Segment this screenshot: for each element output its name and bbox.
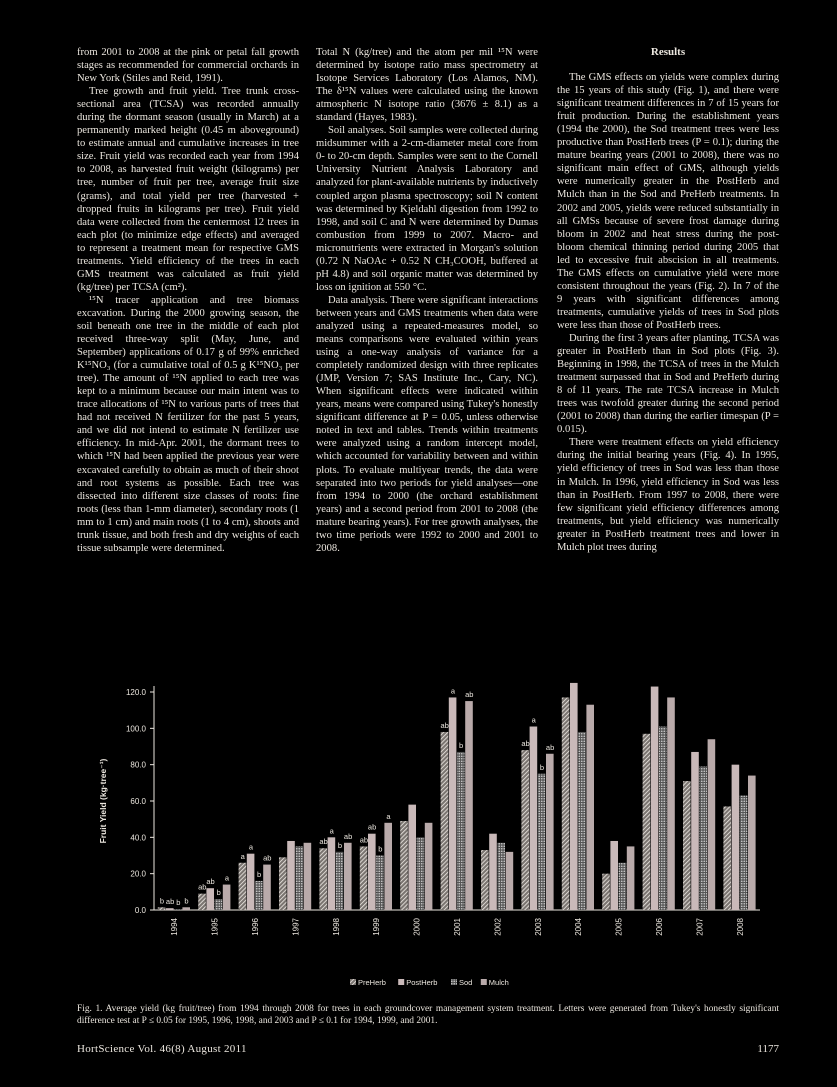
- bar-sod: [619, 863, 627, 910]
- bar-sod: [538, 774, 546, 910]
- legend-label-sod: Sod: [459, 978, 473, 987]
- journal-info: HortScience Vol. 46(8) August 2011: [77, 1043, 247, 1055]
- text-column-3: [557, 46, 779, 554]
- paragraph: from 2001 to 2008 at the pink or petal fall growth stages as recommended for commercial orchards in New York (Stiles and Reid, 1991).: [77, 47, 299, 85]
- significance-letter: a: [240, 851, 245, 861]
- figure-1-chart: [88, 680, 778, 998]
- paragraph: During the first 3 years after planting, TCSA was greater in PostHerb than in Sod plots (Fig. 3). Beginning in 1998, the TCSA of trees in the Mulch treatment surpassed that in Sod and PreHerb during 8 of 11 years. The rate TCSA increase in Mulch trees was twofold greater during the second period (2001 to 2008) than during the earlier timespan (P = 0.015).: [557, 332, 779, 436]
- significance-letter: ab: [343, 831, 353, 841]
- x-tick-label: 1999: [372, 918, 382, 936]
- text-column-2: [316, 46, 538, 555]
- y-tick-label: 20.0: [130, 869, 146, 879]
- bar-preherb: [602, 874, 610, 910]
- legend-swatch-preherb: [350, 979, 356, 985]
- significance-letter: ab: [521, 739, 530, 749]
- bar-mulch: [465, 701, 473, 910]
- bar-sod: [699, 766, 707, 910]
- bar-postherb: [651, 687, 659, 910]
- bar-preherb: [521, 750, 529, 910]
- bar-preherb: [400, 821, 408, 910]
- bar-chart: [88, 680, 778, 998]
- legend-label-postherb: PostHerb: [406, 978, 438, 987]
- bar-mulch: [263, 865, 271, 910]
- y-tick-label: 100.0: [125, 724, 146, 734]
- y-tick-label: 40.0: [130, 833, 146, 843]
- y-tick-label: 80.0: [130, 760, 146, 770]
- significance-letter: b: [257, 869, 262, 879]
- text-column-1: [77, 46, 299, 555]
- bar-postherb: [691, 752, 699, 910]
- bar-mulch: [304, 843, 312, 910]
- bar-postherb: [610, 841, 618, 910]
- significance-letter: b: [337, 840, 342, 850]
- significance-letter: b: [159, 896, 164, 906]
- bar-postherb: [206, 888, 214, 910]
- x-tick-label: 2007: [695, 918, 705, 936]
- bar-sod: [376, 856, 384, 911]
- bar-sod: [255, 881, 263, 910]
- significance-letter: ab: [319, 837, 328, 847]
- legend-label-preherb: PreHerb: [358, 978, 386, 987]
- bar-postherb: [408, 805, 416, 910]
- legend-swatch-postherb: [398, 979, 404, 985]
- figure-caption: Fig. 1. Average yield (kg fruit/tree) from 1994 through 2008 for trees in each groundcover management system treatment. Letters were generated from Tukey's honestly significant difference test at P ≤ 0.05 for 1995, 1996, 1998, and 2003 and P ≤ 0.1 for 1994, 1999, and 2001.: [77, 1004, 779, 1026]
- bar-preherb: [158, 907, 166, 910]
- x-tick-label: 2000: [412, 918, 422, 936]
- bar-mulch: [182, 907, 190, 910]
- significance-letter: ab: [263, 853, 272, 863]
- significance-letter: ab: [165, 897, 175, 907]
- significance-letter: a: [329, 826, 334, 836]
- paragraph: Tree growth and fruit yield. Tree trunk cross-sectional area (TCSA) was recorded annually during the dormant season (usually in March) at a permanently marked height (0.45 m aboveground) to estimate annual and cumulative increases in tree size. Fruit yield was recorded each year from 1994 to 2008, as harvested fruit weight (kilograms) per tree, number of fruit per tree, average fruit size (grams), and total yield per tree (harvested + dropped fruits in kilograms per tree). Fruit yield data were collected from the centermost 12 trees in each plot (to minimize edge effects) and averaged to represent a treatment mean for respective GMS treatments. Yield efficiency of the trees in each GMS treatment was calculated as fruit yield (kg/tree) per TCSA (cm²).: [77, 86, 299, 293]
- bar-mulch: [344, 843, 352, 910]
- bar-postherb: [570, 683, 578, 910]
- significance-letter: ab: [465, 690, 474, 700]
- significance-letter: b: [378, 844, 383, 854]
- bar-postherb: [287, 841, 295, 910]
- y-tick-label: 120.0: [125, 688, 146, 697]
- significance-letter: b: [176, 898, 181, 908]
- bar-sod: [659, 727, 667, 910]
- x-tick-label: 1995: [210, 918, 220, 936]
- significance-letter: a: [386, 811, 391, 821]
- x-tick-label: 1997: [291, 918, 301, 936]
- bar-mulch: [425, 823, 433, 910]
- bar-preherb: [481, 850, 489, 910]
- significance-letter: b: [184, 896, 189, 906]
- paragraph: ¹⁵N tracer application and tree biomass excavation. During the 2000 growing season, the soil beneath one tree in the middle of each plot received three-way split (May, June, and September) applications of 0.17 g of 99% enriched K¹⁵NO₃ (for a cumulative total of 0.5 g K¹⁵NO₃ per tree). The amount of ¹⁵N applied to each tree was kept to a minimum because our main intent was to trace allocations of ¹⁵N to various parts of trees that had not received N fertilizer for the past 5 years, and we did not intend to estimate N fertilizer use efficiency. In mid-Apr. 2001, the dormant trees to which ¹⁵N had been applied the previous year were excavated carefully to obtain as much of their shoot and root systems as possible. Each tree was dissected into different size classes of roots: fine roots (less than 1-mm diameter), secondary roots (1 mm to 1 cm) and main roots (1 to 4 cm), shoots and trunk tissue, and both fresh and dry weights of each tissue subsample were determined.: [77, 294, 299, 554]
- paragraph: There were treatment effects on yield efficiency during the initial bearing years (Fig. 4). In 1995, yield efficiency of trees in Sod was less than those in Mulch. In 1996, yield efficiency in Sod was less than in PostHerb. From 1997 to 2008, there were few significant yield efficiency differences among treatments, but yield efficiency was numerically greater in PostHerb treatment trees and lower in Mulch plot trees during: [557, 437, 779, 553]
- x-tick-label: 1996: [251, 918, 260, 936]
- results-heading: Results: [650, 46, 686, 58]
- bar-postherb: [166, 908, 174, 910]
- bar-postherb: [247, 854, 255, 910]
- significance-letter: ab: [367, 822, 377, 832]
- significance-letter: ab: [359, 835, 369, 845]
- significance-letter: b: [539, 762, 544, 772]
- bar-sod: [578, 732, 586, 910]
- significance-letter: b: [459, 740, 464, 750]
- significance-letter: a: [450, 686, 455, 696]
- x-tick-label: 2004: [574, 918, 584, 936]
- bar-postherb: [449, 697, 457, 910]
- bar-mulch: [708, 739, 716, 910]
- x-tick-label: 2003: [533, 918, 543, 936]
- bar-preherb: [723, 806, 731, 910]
- legend-swatch-mulch: [481, 979, 487, 985]
- y-tick-label: 0.0: [134, 906, 146, 915]
- bar-sod: [457, 752, 465, 910]
- bar-preherb: [683, 781, 691, 910]
- bar-sod: [174, 909, 182, 910]
- bar-preherb: [643, 734, 651, 910]
- bar-sod: [417, 837, 425, 910]
- bar-postherb: [328, 837, 336, 910]
- significance-letter: a: [531, 715, 536, 725]
- bar-preherb: [239, 863, 247, 910]
- bar-mulch: [748, 776, 756, 910]
- significance-letter: ab: [545, 742, 555, 752]
- paragraph: Total N (kg/tree) and the atom per mil ¹⁵N were determined by isotope ratio mass spectrometry at Isotope Services Laboratory (Los Alamos, NM). The δ¹⁵N values were calculated using the known atmospheric N isotope ratio (3676 ± 8.1) as a standard (Hayes, 1983).: [316, 47, 538, 124]
- bar-postherb: [732, 765, 740, 910]
- x-tick-label: 2005: [614, 918, 624, 936]
- x-tick-label: 2006: [655, 918, 664, 936]
- bar-sod: [336, 852, 344, 910]
- bar-mulch: [506, 852, 514, 910]
- bar-preherb: [562, 697, 570, 910]
- bar-sod: [295, 846, 303, 910]
- x-tick-label: 2001: [453, 918, 462, 936]
- page-number: 1177: [757, 1043, 779, 1055]
- significance-letter: ab: [206, 877, 215, 887]
- bar-mulch: [384, 823, 392, 910]
- bar-preherb: [441, 732, 449, 910]
- bar-preherb: [279, 857, 287, 910]
- paragraph: Soil analyses. Soil samples were collected during midsummer with a 2-cm-diameter metal core from 0- to 20-cm depth. Samples were sent to the Cornell University Nutrient Analysis Laboratory and analyzed for plant-available nutrients by inductively coupled argon plasma spectroscopy; soil N content was determined by Kjeldahl digestion from 1992 to 1998, and soil C and N were determined by Dumas combustion from 1999 to 2007. Macro- and micronutrients were extracted in Morgan's solution (0.72 N NaOAc + 0.52 N CH₃COOH, buffered at pH 4.8) and soil organic matter was determined by loss on ignition at 550 °C.: [316, 125, 538, 293]
- x-tick-label: 1994: [170, 918, 180, 936]
- legend-label-mulch: Mulch: [488, 978, 509, 987]
- bar-mulch: [223, 885, 231, 910]
- significance-letter: ab: [198, 882, 207, 892]
- bar-postherb: [489, 834, 497, 910]
- x-tick-label: 2002: [493, 918, 503, 936]
- significance-letter: ab: [440, 720, 449, 730]
- bar-mulch: [586, 705, 594, 910]
- bar-preherb: [360, 846, 368, 910]
- significance-letter: a: [248, 842, 253, 852]
- bar-preherb: [198, 894, 206, 910]
- y-axis-label: Fruit Yield (kg·tree⁻¹): [98, 758, 108, 844]
- x-tick-label: 1998: [331, 918, 341, 936]
- paragraph: Data analysis. There were significant interactions between years and GMS treatments when data were analyzed using a repeated-measures model, so means comparisons were evaluated within years using a one-way analysis of variance for a completely randomized design with three replicates (JMP, Version 7; SAS Institute Inc., Cary, NC). When significant effects were indicated within years, means were compared using Tukey's honestly significant difference at P = 0.05, unless otherwise noted in text and tables. Trends within treatments were analyzed using a random intercept model, which accounted for variability between and within plots. To evaluate multiyear trends, the data were separated into two periods for yield analyses—one from 1994 to 2000 (the orchard establishment years) and a second period from 2001 to 2008 (the mature bearing years). For tree growth analyses, the two time periods were 1992 to 2000 and 2001 to 2008.: [316, 294, 538, 554]
- bar-sod: [497, 843, 505, 910]
- y-tick-label: 60.0: [130, 797, 146, 806]
- bar-postherb: [530, 727, 538, 910]
- significance-letter: b: [216, 888, 221, 898]
- bar-mulch: [627, 846, 635, 910]
- bar-mulch: [667, 697, 675, 910]
- bar-sod: [215, 899, 223, 910]
- bar-postherb: [368, 834, 376, 910]
- bar-sod: [740, 796, 748, 910]
- x-tick-label: 2008: [735, 918, 745, 936]
- legend-swatch-sod: [451, 979, 457, 985]
- significance-letter: a: [224, 873, 229, 883]
- paragraph: The GMS effects on yields were complex during the 15 years of this study (Fig. 1), and there were significant treatment differences in 7 of 15 years for fruit production. During the establishment years (1994 the 2000), the Sod treatment trees were less productive than PostHerb trees (P = 0.1); during the mature bearing years (2001 to 2008), there was no significant main effect of GMS, although yields were numerically greater in the PostHerb and Mulch than in the Sod and PreHerb treatments. In 2002 and 2005, yields were reduced substantially in all GMSs because of severe frost damage during bloom in 2002 and heat stress during the post-bloom chemical thinning period during 2005 that led to excessive fruit abscision in all treatments. The GMS effects on cumulative yield were more consistent throughout the years (Fig. 2). In 7 of the 9 years with significant differences among treatments, cumulative yields of trees in Sod plots were less than those of PostHerb trees.: [557, 72, 779, 331]
- bar-preherb: [319, 848, 327, 910]
- bar-mulch: [546, 754, 554, 910]
